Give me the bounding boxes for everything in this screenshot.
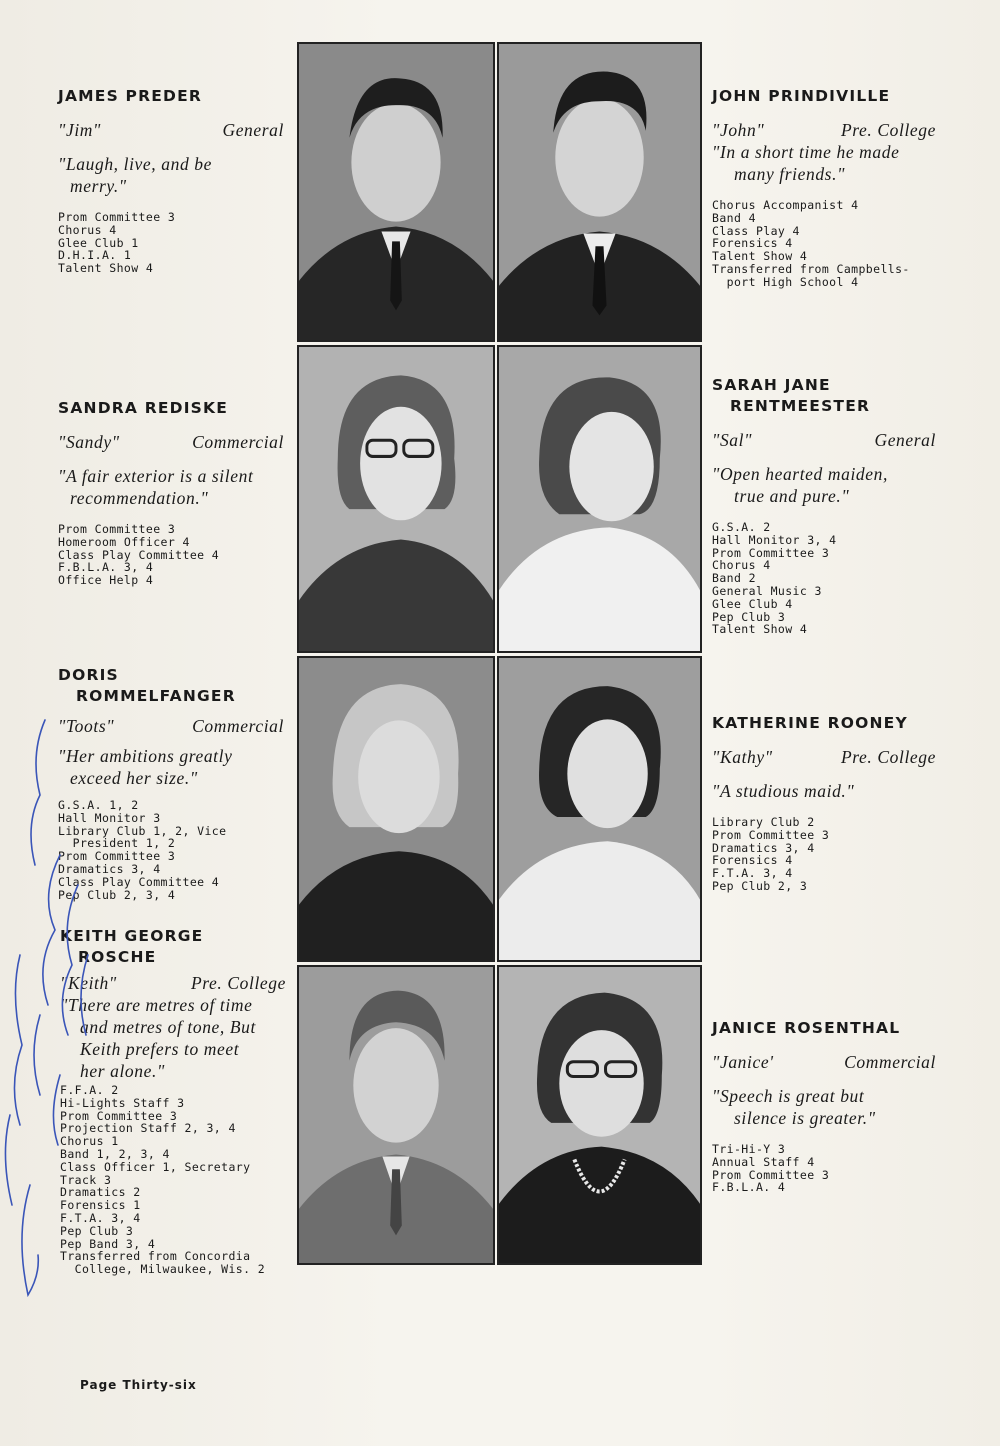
handwriting-scribble <box>0 715 110 1315</box>
activities-list: Prom Committee 3 Chorus 4 Glee Club 1 D.H.I.A. 1 Talent Show 4 <box>58 210 176 276</box>
student-name: DORIS ROMMELFANGER <box>58 666 236 705</box>
quote: "In a short time he made many friends." <box>712 142 900 184</box>
student-entry <box>58 398 284 587</box>
nickname: "Keith" <box>60 973 117 993</box>
activities-list: Library Club 2 Prom Committee 3 Dramatics 3, 4 Forensics 4 F.T.A. 3, 4 Pep Club 2, 3 <box>712 815 830 893</box>
page-number: Page Thirty-six <box>80 1378 197 1392</box>
student-entry <box>712 375 936 636</box>
portrait-photo <box>297 965 495 1265</box>
activities-list: Prom Committee 3 Homeroom Officer 4 Class Play Committee 4 F.B.L.A. 3, 4 Office Help 4 <box>58 522 220 588</box>
course: General <box>222 120 284 140</box>
nickname: "Sal" <box>712 430 753 450</box>
student-entry <box>712 1018 936 1194</box>
nickname: "Jim" <box>58 120 101 140</box>
nickname: "Toots" <box>58 716 115 736</box>
activities-list: F.F.A. 2 Hi-Lights Staff 3 Prom Committee 3 Projection Staff 2, 3, 4 Chorus 1 Band 1, 2, 3, 4 Class Officer 1, Secretary Track 3 Dramatics 2 Forensics 1 F.T.A. 3, 4 Pep Club 3 Pep Band 3, 4 Transferred from Concordia College, Milwaukee, Wis. 2 <box>60 1083 266 1277</box>
student-name: KATHERINE ROONEY <box>712 714 908 732</box>
student-name: KEITH GEORGE ROSCHE <box>60 927 204 966</box>
portrait-photo <box>497 965 702 1265</box>
course: Pre. College <box>191 973 286 993</box>
student-name: SANDRA REDISKE <box>58 399 229 417</box>
portrait-photo <box>297 345 495 653</box>
activities-list: G.S.A. 1, 2 Hall Monitor 3 Library Club 1, 2, Vice President 1, 2 Prom Committee 3 Dramatics 3, 4 Class Play Committee 4 Pep Club 2, 3, 4 <box>58 798 227 902</box>
portrait-photo <box>497 345 702 653</box>
student-entry <box>58 86 284 275</box>
quote: "Open hearted maiden, true and pure." <box>712 464 888 506</box>
course: Commercial <box>844 1052 936 1072</box>
student-name: JANICE ROSENTHAL <box>712 1019 901 1037</box>
nickname: "Kathy" <box>712 747 773 767</box>
student-entry <box>712 86 936 289</box>
nickname: "Sandy" <box>58 432 120 452</box>
quote: "Laugh, live, and be merry." <box>58 154 212 196</box>
course: Commercial <box>192 432 284 452</box>
student-name: JOHN PRINDIVILLE <box>712 87 891 105</box>
course: General <box>874 430 936 450</box>
student-entry <box>712 713 936 893</box>
student-name: JAMES PREDER <box>58 87 203 105</box>
activities-list: Tri-Hi-Y 3 Annual Staff 4 Prom Committee 3 F.B.L.A. 4 <box>712 1142 830 1195</box>
portrait-photo <box>297 656 495 962</box>
student-name: SARAH JANE RENTMEESTER <box>712 376 871 415</box>
activities-list: Chorus Accompanist 4 Band 4 Class Play 4 Forensics 4 Talent Show 4 Transferred from Campbells- port High School 4 <box>712 198 910 289</box>
portrait-photo <box>497 42 702 342</box>
nickname: "John" <box>712 120 765 140</box>
portrait-photo <box>297 42 495 342</box>
quote: "Speech is great but silence is greater." <box>712 1086 876 1128</box>
activities-list: G.S.A. 2 Hall Monitor 3, 4 Prom Committee 3 Chorus 4 Band 2 General Music 3 Glee Club 4 Pep Club 3 Talent Show 4 <box>712 520 837 637</box>
quote: "There are metres of time and metres of tone, But Keith prefers to meet her alone." <box>60 995 256 1081</box>
quote: "A studious maid." <box>712 781 855 801</box>
quote: "Her ambitions greatly exceed her size." <box>58 746 233 788</box>
course: Pre. College <box>841 120 936 140</box>
portrait-photo <box>497 656 702 962</box>
course: Pre. College <box>841 747 936 767</box>
nickname: "Janice' <box>712 1052 774 1072</box>
quote: "A fair exterior is a silent recommendation." <box>58 466 254 508</box>
course: Commercial <box>192 716 284 736</box>
